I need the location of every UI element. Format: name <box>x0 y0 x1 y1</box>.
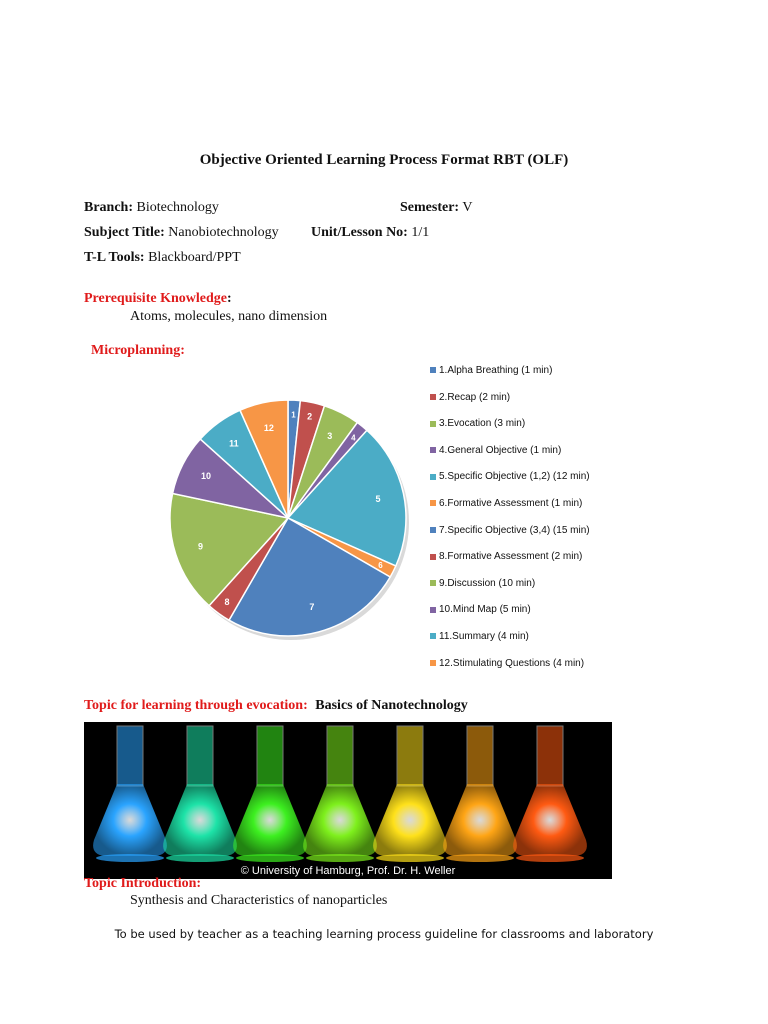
pie-label-10: 10 <box>200 471 211 482</box>
pie-label-11: 11 <box>229 438 239 449</box>
legend-swatch <box>430 660 436 666</box>
legend-label: 7.Specific Objective (3,4) (15 min) <box>439 524 590 536</box>
vial-neck <box>467 726 493 786</box>
legend-label: 1.Alpha Breathing (1 min) <box>439 365 553 376</box>
vial-body <box>93 784 167 856</box>
branch-field <box>84 200 219 216</box>
tools-value: Blackboard/PPT <box>148 250 241 265</box>
intro-heading: Topic Introduction: <box>84 876 202 891</box>
pie-label-4: 4 <box>351 433 356 443</box>
semester-label: Semester: <box>400 200 460 215</box>
topic-evocation <box>84 698 468 714</box>
legend-label: 8.Formative Assessment (2 min) <box>439 551 583 563</box>
legend-swatch <box>430 394 436 400</box>
legend-swatch <box>430 554 436 560</box>
pie-label-9: 9 <box>197 541 203 552</box>
legend-swatch <box>430 447 436 453</box>
vial-base <box>376 854 444 862</box>
legend-item <box>430 392 510 403</box>
pie-label-1: 1 <box>291 410 296 420</box>
legend-item <box>430 471 590 482</box>
legend-item <box>430 498 582 509</box>
vial-base <box>166 854 234 862</box>
vial-neck <box>257 726 283 786</box>
pie-label-8: 8 <box>224 597 230 608</box>
vial-base <box>446 854 514 862</box>
quantum-dots-photo <box>84 722 612 879</box>
pie-label-12: 12 <box>263 422 274 433</box>
vial-base <box>306 854 374 862</box>
branch-value: Biotechnology <box>136 200 219 215</box>
tools-field <box>84 250 241 266</box>
prereq-heading-text: Prerequisite Knowledge <box>84 291 227 306</box>
prereq-text: Atoms, molecules, nano dimension <box>130 309 328 324</box>
legend-swatch <box>430 527 436 533</box>
vials-illustration <box>84 722 612 879</box>
pie-chart-svg <box>164 358 602 680</box>
unit-value: 1/1 <box>411 225 430 240</box>
vial-body <box>163 784 237 856</box>
legend-swatch <box>430 633 436 639</box>
semester-field <box>400 200 472 216</box>
legend-label: 4.General Objective (1 min) <box>439 444 562 456</box>
legend-swatch <box>430 474 436 480</box>
legend-item <box>430 658 584 669</box>
document-title: Objective Oriented Learning Process Format RBT (OLF) <box>199 152 569 168</box>
legend-label: 3.Evocation (3 min) <box>439 418 526 430</box>
vial-base <box>96 854 164 862</box>
legend-label: 2.Recap (2 min) <box>439 391 511 403</box>
legend-item <box>430 365 552 376</box>
vial-neck <box>327 726 353 786</box>
prereq-colon: : <box>226 291 232 306</box>
pie-label-3: 3 <box>327 430 333 441</box>
pie-label-7: 7 <box>309 601 315 612</box>
vial-body <box>303 784 377 856</box>
subject-value: Nanobiotechnology <box>168 225 279 240</box>
microplanning-chart <box>164 358 602 680</box>
microplanning-heading: Microplanning: <box>91 343 185 358</box>
legend-label: 10.Mind Map (5 min) <box>439 604 531 616</box>
legend-label: 6.Formative Assessment (1 min) <box>439 498 583 509</box>
vial-neck <box>537 726 563 786</box>
vial-neck <box>397 726 423 786</box>
legend-item <box>430 604 531 615</box>
pie-label-2: 2 <box>307 411 313 422</box>
legend-label: 5.Specific Objective (1,2) (12 min) <box>439 471 590 483</box>
unit-label: Unit/Lesson No: <box>311 225 408 240</box>
vial-base <box>516 854 584 862</box>
unit-field <box>311 225 429 241</box>
vial-body <box>373 784 447 856</box>
vial-base <box>236 854 304 862</box>
topic-evocation-label: Topic for learning through evocation: <box>84 698 308 713</box>
prereq-heading <box>84 291 232 307</box>
legend-swatch <box>430 500 436 506</box>
vial-body <box>233 784 307 856</box>
tools-label: T-L Tools: <box>84 250 145 265</box>
vial-body <box>513 784 587 856</box>
legend-item <box>430 445 561 456</box>
subject-field <box>84 225 279 241</box>
vial-neck <box>117 726 143 786</box>
legend-swatch <box>430 421 436 427</box>
pie-label-6: 6 <box>378 561 383 571</box>
subject-label: Subject Title: <box>84 225 165 240</box>
legend-swatch <box>430 580 436 586</box>
legend-label: 9.Discussion (10 min) <box>439 577 536 589</box>
pie-label-5: 5 <box>375 493 381 504</box>
legend-swatch <box>430 607 436 613</box>
legend-item <box>430 525 590 536</box>
legend-item <box>430 551 582 562</box>
page-footer: To be used by teacher as a teaching learning process guideline for classrooms and laboratory <box>114 927 654 941</box>
legend-item <box>430 418 525 429</box>
semester-value: V <box>462 200 473 215</box>
vial-neck <box>187 726 213 786</box>
legend-label: 12.Stimulating Questions (4 min) <box>439 657 585 669</box>
legend-item <box>430 631 529 642</box>
topic-evocation-value: Basics of Nanotechnology <box>315 698 468 713</box>
intro-text: Synthesis and Characteristics of nanoparticles <box>130 893 388 908</box>
legend-swatch <box>430 367 436 373</box>
branch-label: Branch: <box>84 200 133 215</box>
legend-label: 11.Summary (4 min) <box>439 631 529 642</box>
vial-body <box>443 784 517 856</box>
photo-credit: © University of Hamburg, Prof. Dr. H. Weller <box>84 863 612 879</box>
legend-item <box>430 578 535 589</box>
